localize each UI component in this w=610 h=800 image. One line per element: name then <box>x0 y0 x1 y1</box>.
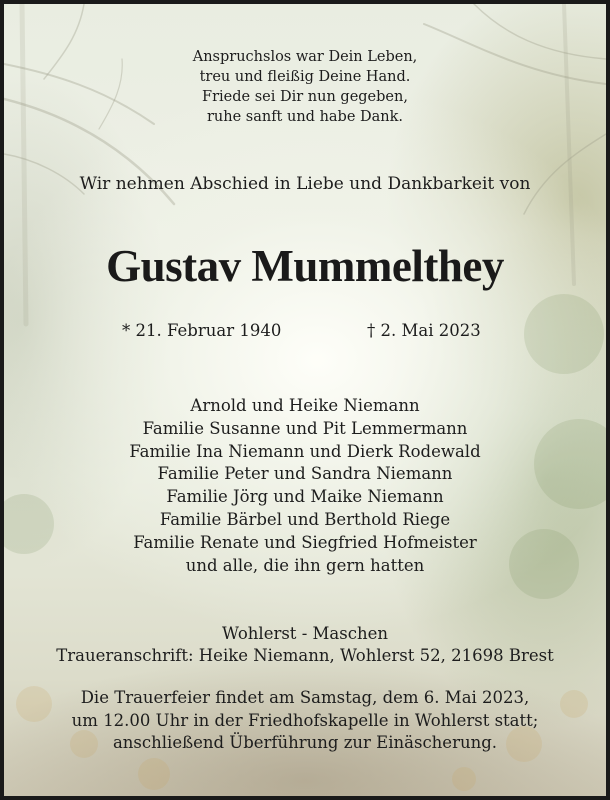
verse-line: ruhe sanft und habe Dank. <box>206 109 404 125</box>
mourner-line: Familie Ina Niemann und Dierk Rodewald <box>129 441 481 461</box>
farewell-intro: Wir nehmen Abschied in Liebe und Dankbarkeit von <box>79 174 531 194</box>
service-line: anschließend Überführung zur Einäscherung. <box>112 733 498 752</box>
verse-line: Anspruchslos war Dein Leben, <box>192 49 418 65</box>
mourner-line: Familie Bärbel und Berthold Riege <box>159 509 451 529</box>
mourner-line: Familie Susanne und Pit Lemmermann <box>142 418 468 438</box>
mourners-list <box>4 395 606 577</box>
verse-line: treu und fleißig Deine Hand. <box>199 69 411 85</box>
birth-date: * 21. Februar 1940 <box>122 321 282 340</box>
deceased-name: Gustav Mummelthey <box>106 241 504 291</box>
service-line: um 12.00 Uhr in der Friedhofskapelle in Wohlerst statt; <box>71 710 539 730</box>
obituary-notice <box>4 4 606 796</box>
location-block <box>4 623 606 667</box>
mourner-line: Familie Peter und Sandra Niemann <box>157 464 453 484</box>
mourning-address: Traueranschrift: Heike Niemann, Wohlerst 52, 21698 Brest <box>56 646 554 665</box>
funeral-service-info <box>4 687 606 755</box>
mourner-line: Arnold und Heike Niemann <box>190 396 420 415</box>
mourner-line: und alle, die ihn gern hatten <box>185 555 425 575</box>
service-line: Die Trauerfeier findet am Samstag, dem 6. Mai 2023, <box>80 688 530 707</box>
memorial-verse <box>4 47 606 127</box>
verse-line: Friede sei Dir nun gegeben, <box>202 89 408 105</box>
mourner-line: Familie Jörg und Maike Niemann <box>166 487 444 507</box>
mourner-line: Familie Renate und Siegfried Hofmeister <box>133 532 477 552</box>
place-names: Wohlerst - Maschen <box>222 624 388 643</box>
death-date: † 2. Mai 2023 <box>367 321 481 340</box>
